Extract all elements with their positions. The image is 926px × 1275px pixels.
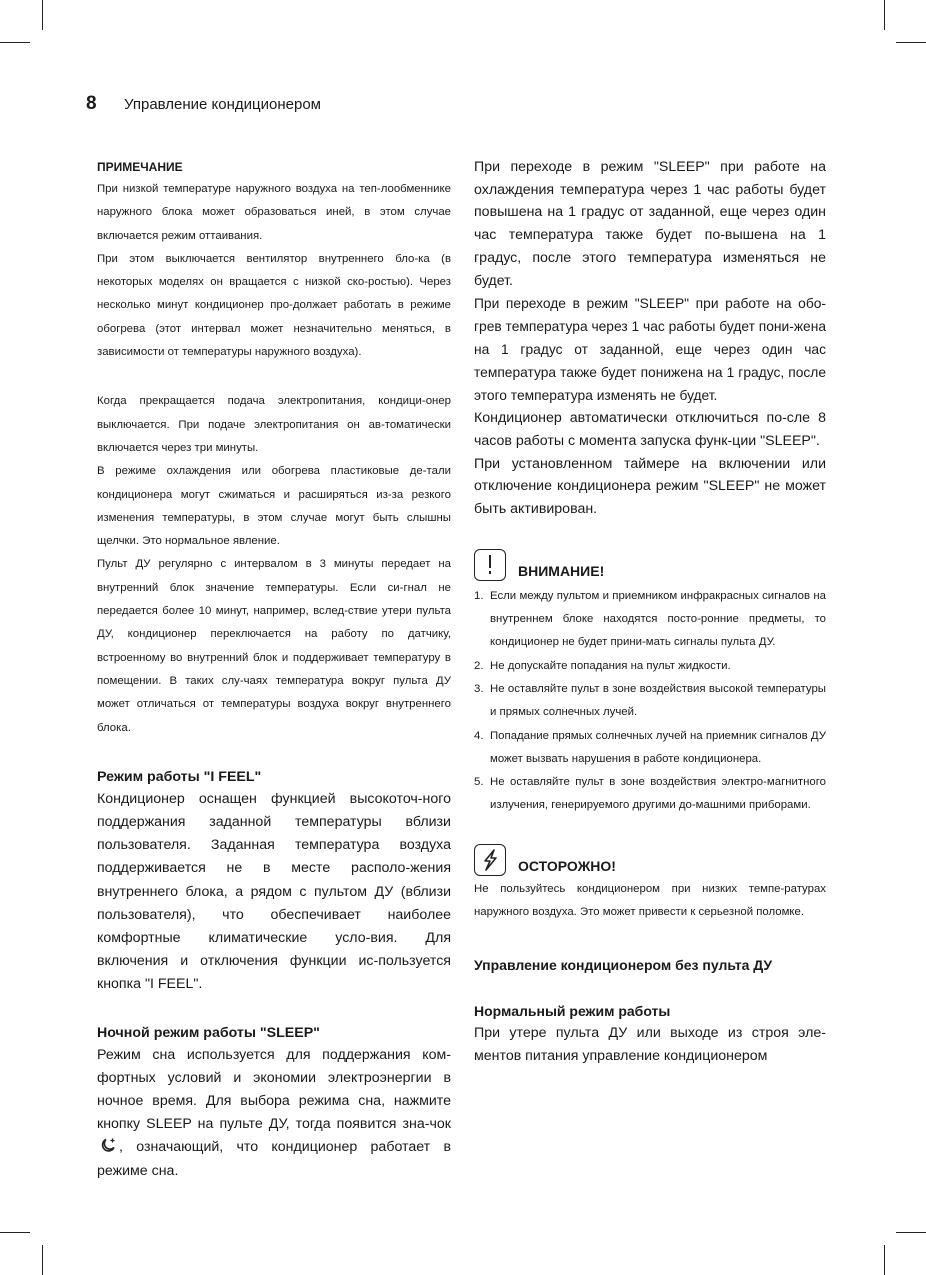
caution-paragraph: Не пользуйтесь кондиционером при низких темпе-ратурах наружного воздуха. Это может привести к серьезной поломке. — [474, 882, 826, 918]
exclamation-icon — [474, 549, 506, 581]
sleep-heating-paragraph: При переходе в режим "SLEEP" при работе на обо-грев температура через 1 час работы будет пони-жена на 1 градус от заданной, еще через один час температура также будет понижена на 1 градус, после этого температура изменять не будет. — [474, 296, 827, 404]
crop-mark — [884, 0, 885, 30]
crop-mark — [896, 1232, 926, 1233]
note-paragraph-1: При низкой температуре наружного воздуха на теп-лообменнике наружного блока может образоваться иней, в этом случае включается режим оттаивания. — [97, 183, 451, 242]
page-number: 8 — [86, 93, 97, 114]
ifeel-heading: Режим работы "I FEEL" — [97, 768, 262, 785]
sleep-cooling-paragraph: При переходе в режим "SLEEP" при работе на охлаждения температура через 1 час работы будет повышена на 1 градус от заданной, еще через один час температура также будет по-вышена на 1 градус, после этого температура изменяться не будет. — [474, 159, 826, 289]
remote-paragraph: Пульт ДУ регулярно с интервалом в 3 минуты передает на внутренний блок значение температуры. Если си-гнал не передается более 10 минут, например, вслед-ствие утери пульта ДУ, кондиционер переключается на работу по датчику, встроенному во внутренний блок и поддерживает температуру в помещении. В таких слу-чаях температура вокруг пульта ДУ может отличаться от температуры воздуха вокруг внутреннего блока. — [97, 558, 451, 734]
note-heading: ПРИМЕЧАНИЕ — [97, 160, 183, 174]
crop-mark — [0, 42, 30, 43]
attention-list — [474, 585, 826, 818]
page-header — [86, 93, 321, 115]
attention-title: ВНИМАНИЕ! — [518, 562, 605, 579]
normal-mode-paragraph: При утере пульта ДУ или выходе из строя эле-ментов питания управление кондиционером — [474, 1025, 826, 1064]
running-head: Управление кондиционером — [124, 96, 321, 113]
sleep-text-after: , означающий, что кондиционер работает в режиме сна. — [97, 1139, 451, 1179]
note-paragraph-2: При этом выключается вентилятор внутреннего бло-ка (в некоторых моделях он вращается с низкой ско-ростью). Через несколько минут кондиционер про-должает работать в режиме обогрева (этот интервал может незначительно меняться, в зависимости от температуры наружного воздуха). — [97, 252, 451, 359]
caution-callout — [474, 844, 826, 876]
list-item: 2. Не допускайте попадания на пульт жидкости. — [474, 659, 731, 672]
crop-mark — [42, 0, 43, 30]
crop-mark — [896, 42, 926, 43]
right-column — [474, 156, 826, 1068]
caution-title: ОСТОРОЖНО! — [518, 857, 616, 874]
crop-mark — [0, 1232, 30, 1233]
ifeel-paragraph: Кондиционер оснащен функцией высокоточ-ного поддержания заданной температуры вблизи пользователя. Заданная температура воздуха поддерживается не в месте располо-жения внутреннего блока, а рядом с пультом ДУ (вблизи пользователя), что обеспечивает наиболее комфортные климатические усло-вия. Для включения и отключения функции ис-пользуется кнопка "I FEEL". — [97, 790, 451, 993]
sleep-timer-paragraph: При установленном таймере на включении или отключение кондиционера режим "SLEEP" не может быть активирован. — [474, 455, 826, 518]
clicks-paragraph: В режиме охлаждения или обогрева пластиковые де-тали кондиционера могут сжиматься и расширяться из-за резкого изменения температуры, в этом случае могут быть слышны щелчки. Это нормальное явление. — [97, 465, 451, 548]
power-paragraph: Когда прекращается подача электропитания, кондици-онер выключается. При подаче электропитания он ав-томатически включается через три минуты. — [97, 395, 451, 454]
sleep-paragraph — [97, 1044, 451, 1183]
crop-mark — [884, 1245, 885, 1275]
list-item: 4. Попадание прямых солнечных лучей на приемник сигналов ДУ может вызвать нарушения в работе кондиционера. — [474, 729, 826, 765]
list-item: 3. Не оставляйте пульт в зоне воздействия высокой температуры и прямых солнечных лучей. — [474, 682, 826, 719]
sleep-auto-off-paragraph: Кондиционер автоматически отключиться по-сле 8 часов работы с момента запуска функ-ции "SLEEP". — [474, 410, 826, 449]
attention-callout — [474, 549, 826, 581]
list-item: 5. Не оставляйте пульт в зоне воздействия электро-магнитного излучения, генерируемого другими до-машними приборами. — [474, 776, 826, 812]
no-remote-heading: Управление кондиционером без пульта ДУ — [474, 957, 773, 974]
list-item: 1. Если между пультом и приемником инфракрасных сигналов на внутреннем блоке находятся посто-ронние предметы, то кондиционер не будет прини-мать сигналы пульта ДУ. — [474, 589, 826, 649]
lightning-icon — [474, 844, 506, 876]
sleep-heading: Ночной режим работы "SLEEP" — [97, 1024, 320, 1041]
normal-mode-heading: Нормальный режим работы — [474, 1003, 671, 1020]
crop-mark — [42, 1245, 43, 1275]
sleep-text-before: Режим сна используется для поддержания ком-фортных условий и экономии электроэнергии в ночное время. Для выбора режима сна, нажмите кнопку SLEEP на пульте ДУ, тогда появится зна-чок — [97, 1046, 451, 1133]
left-column — [97, 156, 451, 1183]
moon-sleep-icon — [99, 1137, 117, 1153]
